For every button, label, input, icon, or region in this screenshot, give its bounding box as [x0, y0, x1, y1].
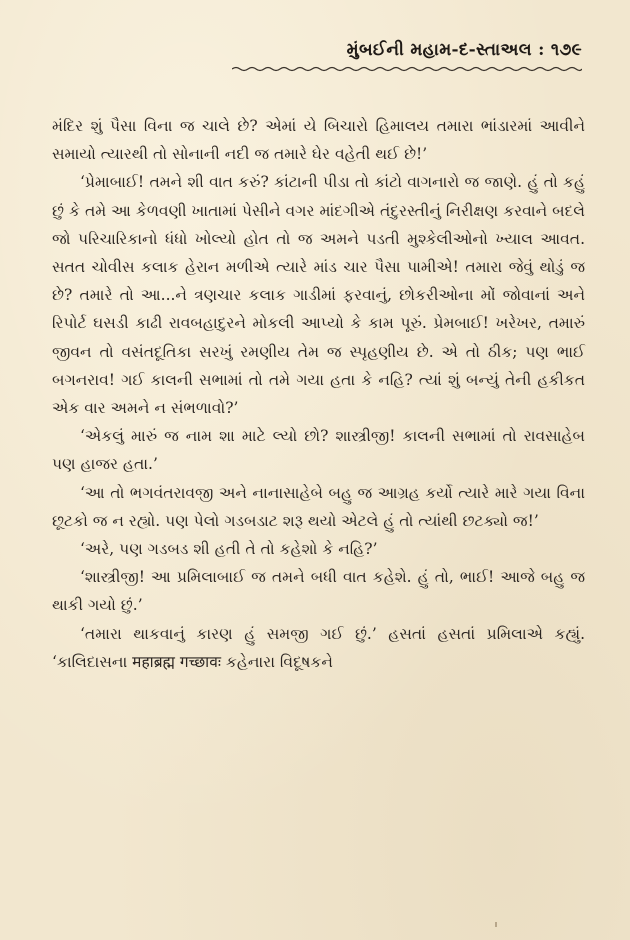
paragraph-6: ‘શાસ્ત્રીજી! આ પ્રમિલાબાઈ જ તમને બધી વાત કહેશે. હું તો, ભાઈ! આજે બહુ જ થાકી ગયો છું.’: [52, 568, 585, 615]
page-edge-mark: [495, 922, 497, 927]
paragraph-2: ‘પ્રેમાબાઈ! તમને શી વાત કરું? કાંટાની પીડા તો કાંટો વાગનારો જ જાણે. હું તો કહું છું કે તમે આ કેળવણી ખાતામાં પેસીને વગર માંદગીએ તંદુરસ્તીનું નિરીક્ષણ કરવાને બદલે જો પરિચારિકાનો ધંધો ખોલ્યો હોત તો જ અમને પડતી મુશ્કેલીઓનો ખ્યાલ આવત. સતત ચોવીસ કલાક હેરાન મળીએ ત્યારે માંડ ચાર પૈસા પામીએ! તમારા જેવું થોડું જ છે? તમારે તો આ...ને ત્રણચાર કલાક ગાડીમાં ફરવાનું, છોકરીઓના મોં જોવાનાં અને રિપોર્ટ ઘસડી કાઢી રાવબહાદુરને મોકલી આપ્યો કે કામ પૂરું. પ્રેમબાઈ! ખરેખર, તમારું જીવન તો વસંતદૂતિકા સરખું રમણીય તેમ જ સ્પૃહણીય છે. એ તો ઠીક; પણ ભાઈ બગનરાવ! ગઈ કાલની સભામાં તો તમે ગયા હતા કે નહિ? ત્યાં શું બન્યું તેની હકીકત એક વાર અમને ન સંભળાવો?’: [52, 173, 585, 418]
running-header: મુંબઈની મહામ-દ-સ્તાઅલ : ૧૭૯: [346, 40, 582, 60]
paragraph-1: મંદિર શું પૈસા વિના જ ચાલે છે? એમાં યે બિચારો હિમાલય તમારા ભાંડારમાં આવીને સમાયો ત્યારથી તો સોનાની નદી જ તમારે ઘેર વહેતી થઈ છે!’: [52, 117, 585, 164]
header-wavy-rule: [232, 66, 582, 72]
paragraph-3: ‘એકલું મારું જ નામ શા માટે લ્યો છો? શાસ્ત્રીજી! કાલની સભામાં તો રાવસાહેબ પણ હાજર હતા.’: [52, 427, 585, 474]
paragraph-7: ‘તમારા થાકવાનું કારણ હું સમજી ગઈ છું.’ હસતાં હસતાં પ્રમિલાએ કહ્યું. ‘કાલિદાસના महाब्रह्म गच्छावः કહેનારા વિદૂષકને: [52, 624, 585, 671]
paragraph-5: ‘અરે, પણ ગડબડ શી હતી તે તો કહેશો કે નહિ?’: [80, 540, 378, 559]
body-text: [52, 112, 585, 676]
paragraph-4: ‘આ તો ભગવંતરાવજી અને નાનાસાહેબે બહુ જ આગ્રહ કર્યો ત્યારે મારે ગયા વિના છૂટકો જ ન રહ્યો. પણ પેલો ગડબડાટ શરૂ થયો એટલે હું તો ત્યાંથી છટક્યો જ!’: [52, 483, 585, 530]
